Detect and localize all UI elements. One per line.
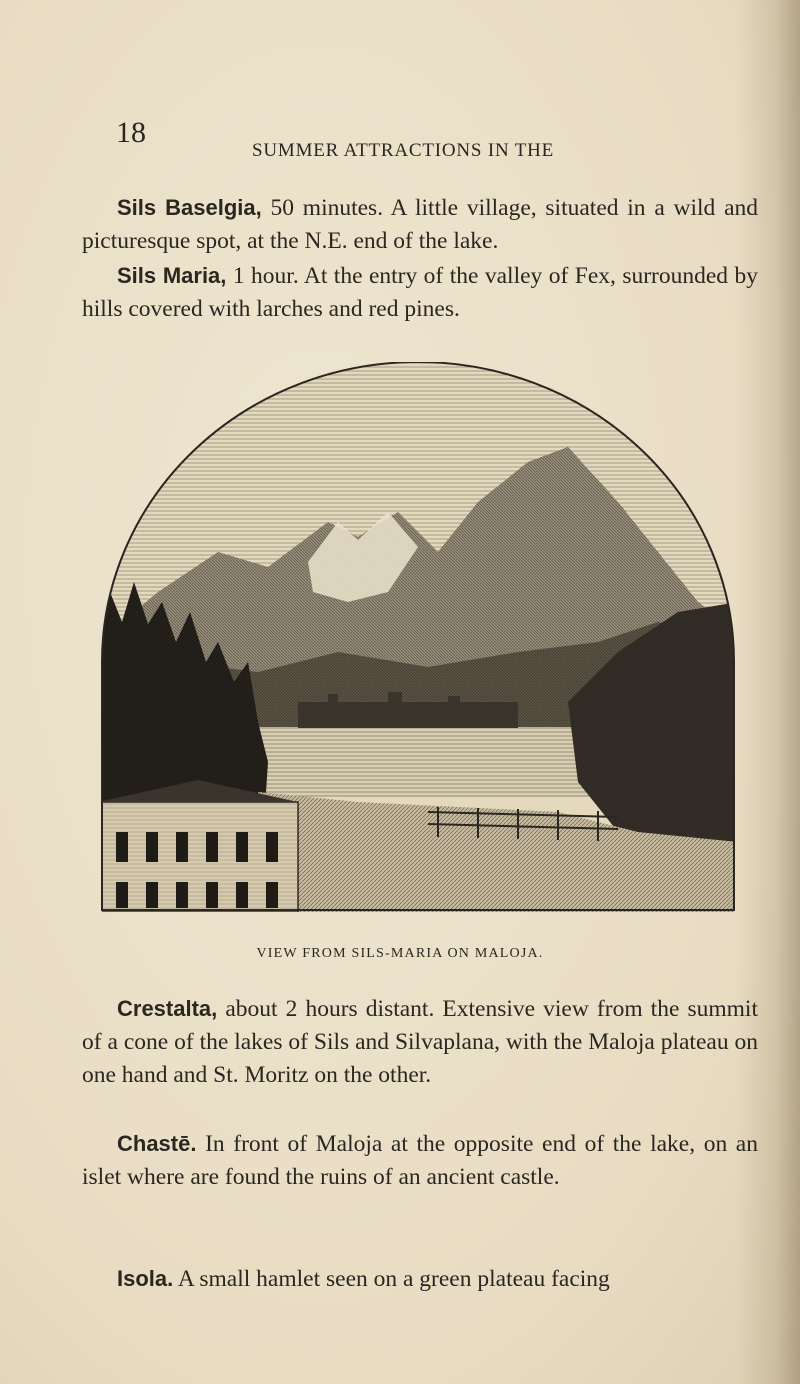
entry-text: In front of Maloja at the opposite end of the lake, on an islet where are found the ruins of an ancient castle. (82, 1131, 758, 1190)
entry-paragraph (82, 992, 758, 1092)
entry-text: about 2 hours distant. Extensive view from the summit of a cone of the lakes of Sils and Silvaplana, with the Maloja plateau on one hand and St. Moritz on the other. (82, 996, 758, 1088)
entry-text: A small hamlet seen on a green plateau facing (173, 1266, 610, 1292)
building (98, 780, 298, 912)
entry-text: 50 minutes. A little village, situated in a wild and picturesque spot, at the N.E. end of the lake. (82, 195, 758, 254)
entry-isola (82, 1262, 758, 1296)
entry-text: 1 hour. At the entry of the valley of Fex, surrounded by hills covered with larches and red pines. (82, 263, 758, 322)
entry-paragraph (82, 1127, 758, 1194)
entry-name: Sils Maria, (117, 263, 227, 288)
engraving-illustration (98, 362, 738, 912)
running-head: SUMMER ATTRACTIONS IN THE (252, 140, 555, 161)
page-number: 18 (116, 116, 146, 149)
entry-name: Crestalta, (117, 996, 218, 1021)
entry-sils-maria (82, 259, 758, 326)
entry-paragraph (82, 259, 758, 326)
entry-name: Chastē. (117, 1131, 197, 1156)
entry-name: Sils Baselgia, (117, 195, 262, 220)
entry-sils-baselgia (82, 191, 758, 258)
entry-name: Isola. (117, 1266, 174, 1291)
entry-paragraph (82, 191, 758, 258)
engraving-scene (98, 362, 738, 912)
illustration-caption: VIEW FROM SILS-MARIA ON MALOJA. (256, 946, 544, 961)
entry-paragraph (82, 1262, 758, 1296)
entry-chaste (82, 1127, 758, 1194)
entry-crestalta (82, 992, 758, 1092)
